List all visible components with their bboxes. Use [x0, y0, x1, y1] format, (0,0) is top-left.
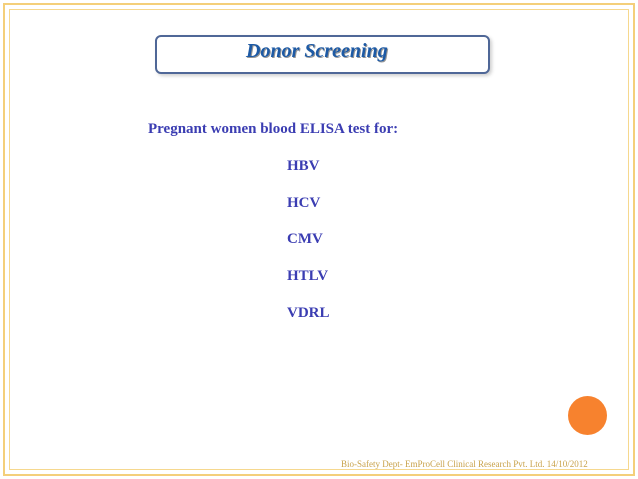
slide-title: Donor Screening [246, 40, 388, 62]
test-item-cmv: CMV [287, 231, 323, 247]
test-item-vdrl: VDRL [287, 305, 330, 321]
test-item-hcv: HCV [287, 195, 321, 211]
test-intro-text: Pregnant women blood ELISA test for: [148, 121, 399, 137]
test-item-hbv: HBV [287, 158, 320, 174]
orange-decorative-circle [568, 396, 607, 435]
test-item-htlv: HTLV [287, 268, 329, 284]
slide-footer: Bio-Safety Dept- EmProCell Clinical Research Pvt. Ltd. 14/10/2012 [341, 459, 588, 469]
